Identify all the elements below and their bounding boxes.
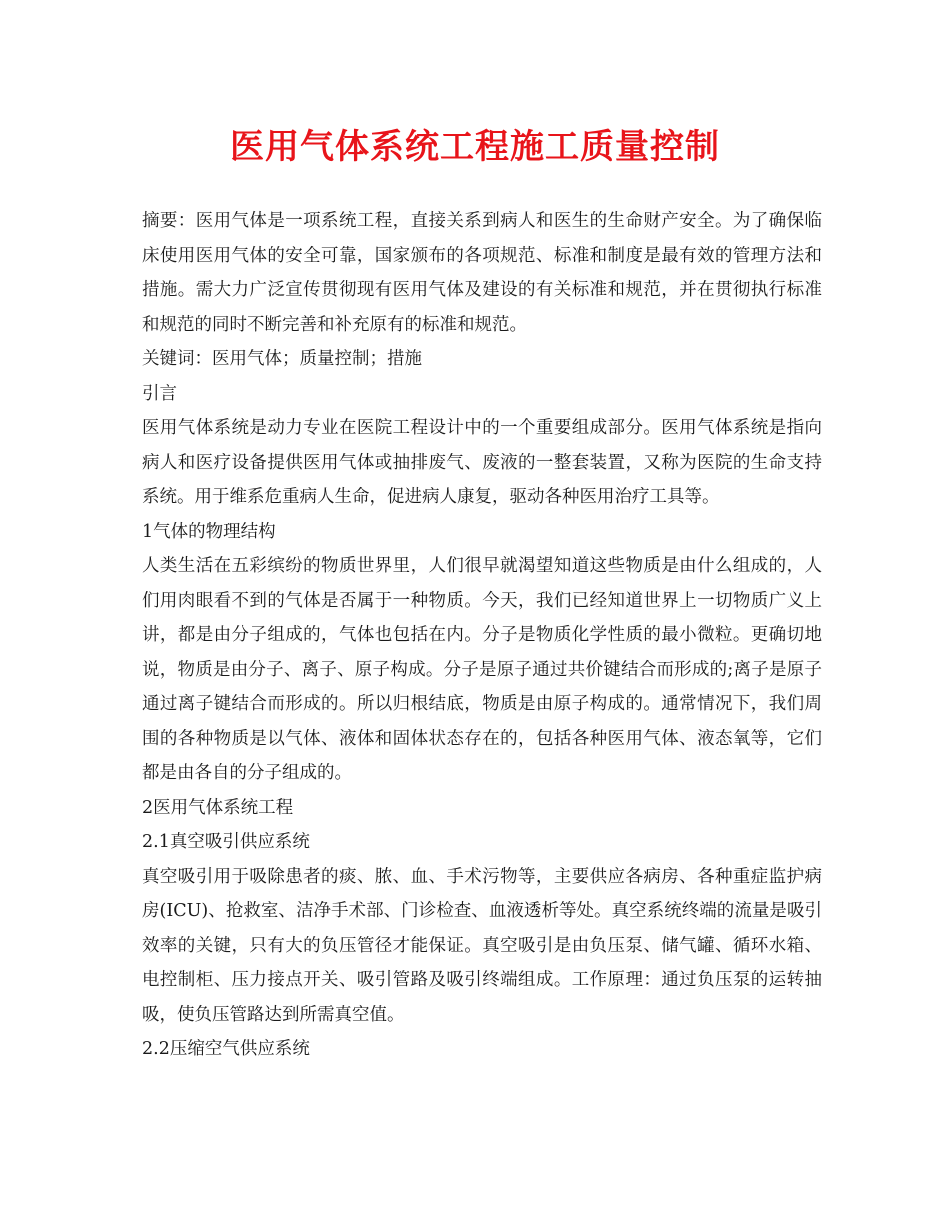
section-heading-2: 2医用气体系统工程 [142, 797, 294, 818]
body-paragraph: 人类生活在五彩缤纷的物质世界里，人们很早就渴望知道这些物质是由什么组成的，人们用肉眼看不到的气体是否属于一种物质。今天，我们已经知道世界上一切物质广义上讲，都是由分子组成的，气体也包括在内。分子是物质化学性质的最小微粒。更确切地说，物质是由分子、离子、原子构成。分子是原子通过共价键结合而形成的;离子是原子通过离子键结合而形成的。所以归根结底，物质是由原子构成的。通常情况下，我们周围的各种物质是以气体、液体和固体状态存在的，包括各种医用气体、液态氧等，它们都是由各自的分子组成的。 [142, 556, 822, 783]
body-paragraph: 真空吸引用于吸除患者的痰、脓、血、手术污物等，主要供应各病房、各种重症监护病房(ICU)、抢救室、洁净手术部、门诊检查、血液透析等处。真空系统终端的流量是吸引效率的关键，只有大的负压管径才能保证。真空吸引是由负压泵、储气罐、循环水箱、电控制柜、压力接点开关、吸引管路及吸引终端组成。工作原理：通过负压泵的运转抽吸，使负压管路达到所需真空值。 [142, 866, 822, 1025]
keywords-line: 关键词：医用气体；质量控制；措施 [142, 349, 422, 369]
section-heading-2-1: 2.1真空吸引供应系统 [142, 832, 310, 852]
section-heading-1: 1气体的物理结构 [142, 521, 276, 542]
abstract-paragraph: 摘要：医用气体是一项系统工程，直接关系到病人和医生的生命财产安全。为了确保临床使用医用气体的安全可靠，国家颁布的各项规范、标准和制度是最有效的管理方法和措施。需大力广泛宣传贯彻现有医用气体及建设的有关标准和规范，并在贯彻执行标准和规范的同时不断完善和补充原有的标准和规范。 [142, 211, 822, 335]
section-heading-introduction: 引言 [142, 383, 177, 404]
body-paragraph: 医用气体系统是动力专业在医院工程设计中的一个重要组成部分。医用气体系统是指向病人和医疗设备提供医用气体或抽排废气、废液的一整套装置，又称为医院的生命支持系统。用于维系危重病人生命，促进病人康复，驱动各种医用治疗工具等。 [142, 418, 822, 507]
document-body [142, 204, 822, 1067]
section-heading-2-2: 2.2压缩空气供应系统 [142, 1039, 310, 1059]
document-title: 医用气体系统工程施工质量控制 [230, 127, 720, 167]
